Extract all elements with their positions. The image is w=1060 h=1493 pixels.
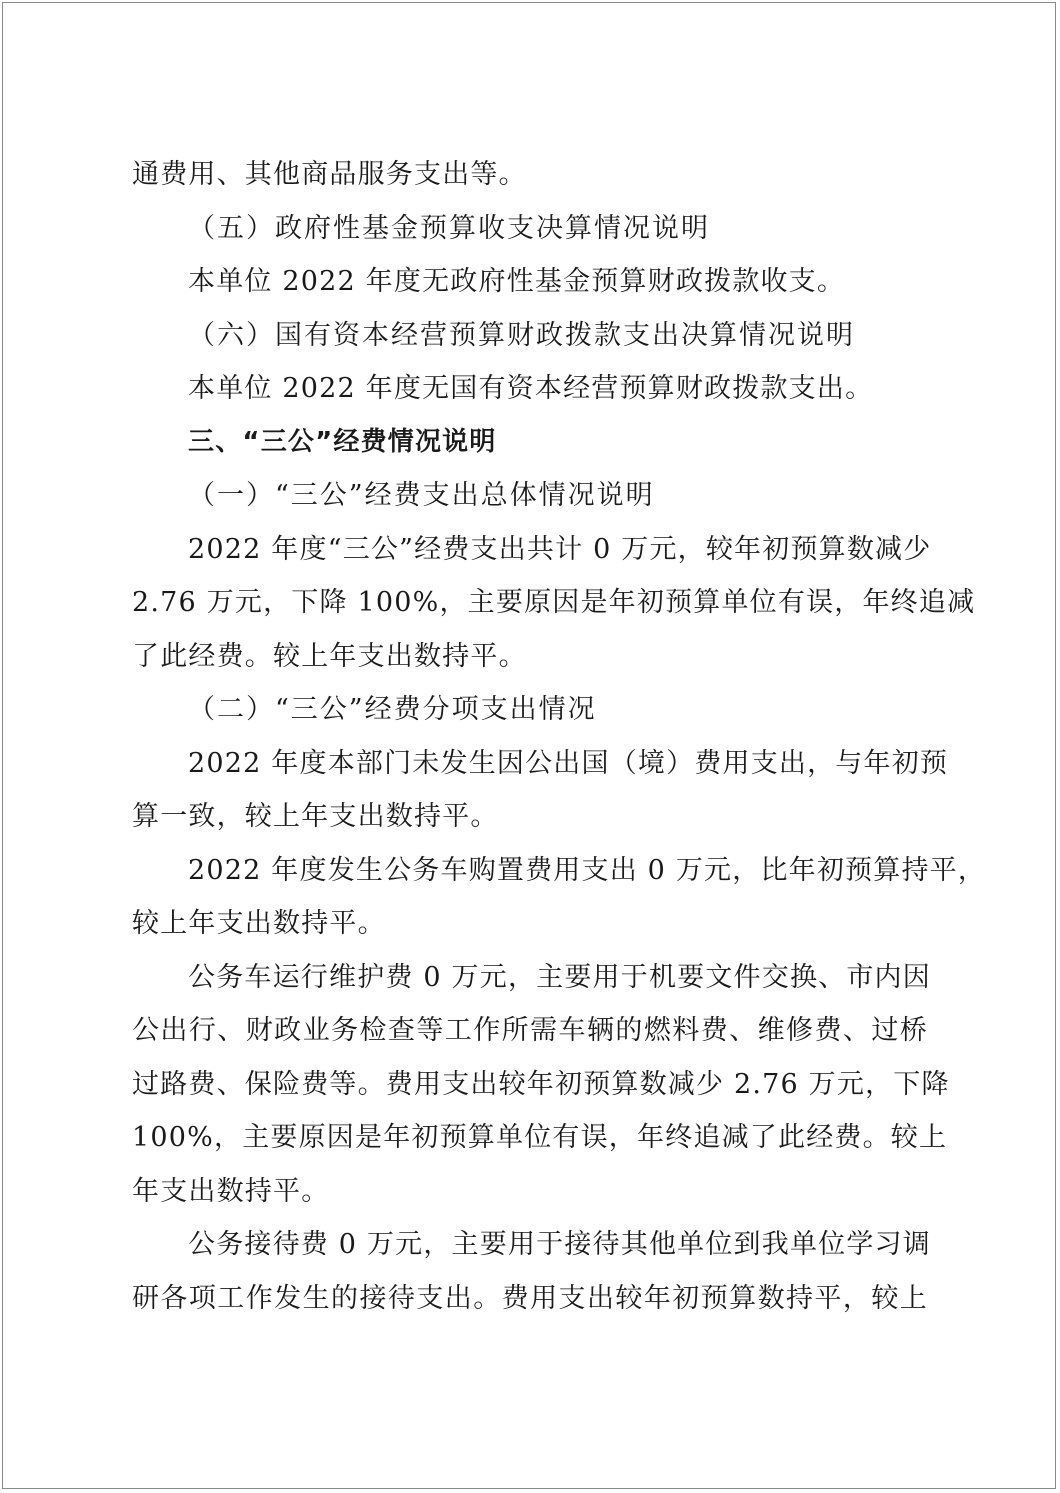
paragraph-line: 较上年支出数持平。 [132,908,386,939]
paragraph-line: 研各项工作发生的接待支出。费用支出较年初预算数持平，较上 [132,1282,928,1314]
paragraph-line: 公务接待费 0 万元，主要用于接待其他单位到我单位学习调 [188,1229,931,1260]
paragraph-line: 了此经费。较上年支出数持平。 [132,640,527,672]
paragraph-line: 2022 年度本部门未发生因公出国（境）费用支出，与年初预 [188,747,949,779]
paragraph-line: 100%，主要原因是年初预算单位有误，年终追减了此经费。较上 [132,1122,948,1153]
section-heading-2: （二）“三公”经费分项支出情况 [188,694,597,725]
paragraph-line: 本单位 2022 年度无国有资本经营预算财政拨款支出。 [188,373,874,404]
section-heading-1: （一）“三公”经费支出总体情况说明 [188,480,655,511]
paragraph-line: 2022 年度发生公务车购置费用支出 0 万元，比年初预算持平， [188,854,987,886]
paragraph-line: 2.76 万元，下降 100%，主要原因是年初预算单位有误，年终追减 [132,587,976,618]
paragraph-line: 通费用、其他商品服务支出等。 [132,159,527,190]
document-body [132,148,987,1325]
paragraph-line: 年支出数持平。 [132,1175,330,1207]
chapter-heading-3: 三、“三公”经费情况说明 [188,426,497,457]
paragraph-line: 公务车运行维护费 0 万元，主要用于机要文件交换、市内因 [188,961,931,993]
paragraph-line: 本单位 2022 年度无政府性基金预算财政拨款收支。 [188,266,846,297]
paragraph-line: 2022 年度“三公”经费支出共计 0 万元，较年初预算数减少 [188,533,932,565]
paragraph-line: 过路费、保险费等。费用支出较年初预算数减少 2.76 万元，下降 [132,1068,950,1100]
section-heading-6: （六）国有资本经营预算财政拨款支出决算情况说明 [188,319,855,351]
section-heading-5: （五）政府性基金预算收支决算情况说明 [188,212,710,244]
paragraph-line: 算一致，较上年支出数持平。 [132,801,499,832]
paragraph-line: 公出行、财政业务检查等工作所需车辆的燃料费、维修费、过桥 [132,1015,928,1046]
